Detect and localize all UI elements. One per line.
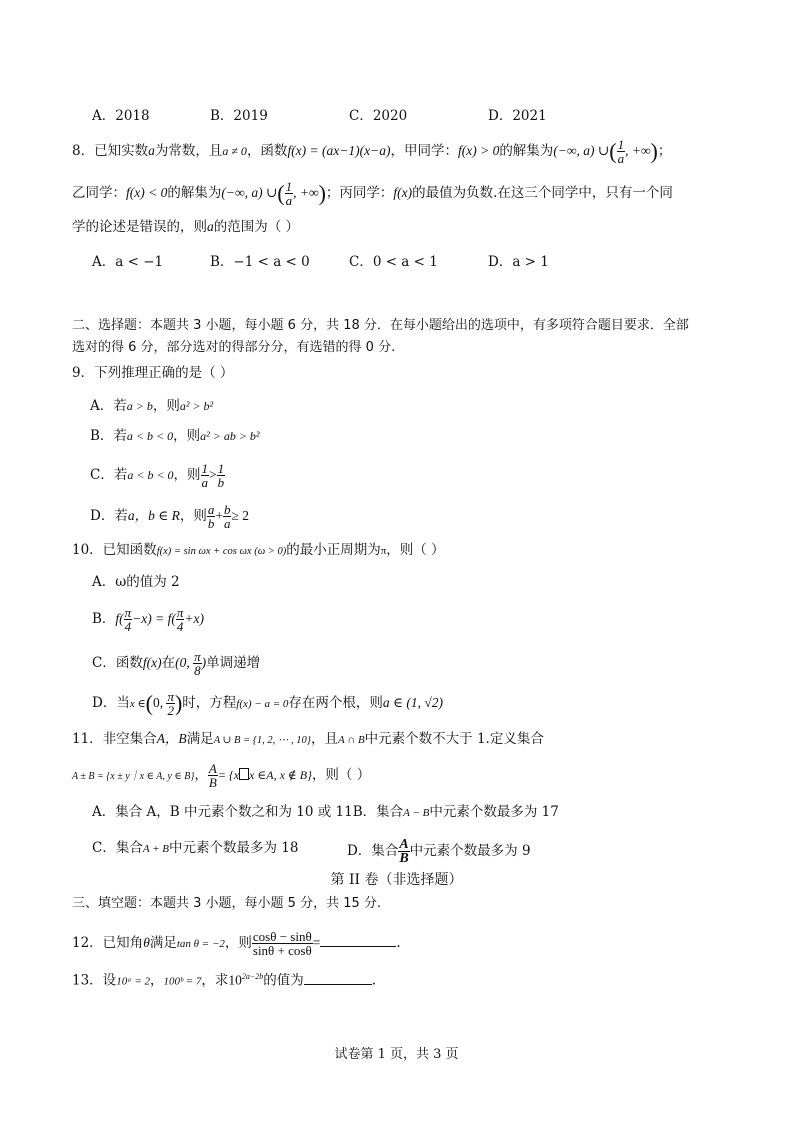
q10-func: f(x) = sin ωx + cos ωx (ω > 0) xyxy=(156,546,287,557)
q11-sets: A，B xyxy=(156,731,187,746)
q8-text: ； xyxy=(657,143,672,159)
q9-option-b[interactable] xyxy=(90,426,260,446)
q8-text: ，甲同学： xyxy=(390,143,458,159)
q8-func-2: f(x) xyxy=(393,185,413,200)
q8-text: 为常数，且 xyxy=(154,143,223,159)
q8-option-c[interactable]: C．0 < a < 1 xyxy=(349,254,438,270)
q8-line3 xyxy=(72,217,299,237)
q10-d-text: 存在两个根，则 xyxy=(288,695,383,711)
q8-text: 的解集为 xyxy=(499,143,554,159)
q8-set-1: (−∞, a) ∪ xyxy=(553,143,610,158)
q12-denominator: sinθ + cosθ xyxy=(252,943,312,958)
q9-d-result: ≥ 2 xyxy=(231,508,249,523)
q10-text: 的最小正周期为 xyxy=(286,542,381,558)
q9-stem: 9．下列推理正确的是（ ） xyxy=(72,365,234,381)
q13-text: ， xyxy=(150,972,164,989)
q11-c-text: 中元素个数最多为 18 xyxy=(169,840,299,856)
section2-heading-line1: 二、选择题：本题共 3 小题，每小题 6 分，共 18 分．在每小题给出的选项中，有多项符合题目要求．全部 xyxy=(72,318,689,333)
q8-cond: a ≠ 0 xyxy=(222,144,247,158)
q11-def-div: = {x xyxy=(217,768,240,782)
q9-d-cond: a，b ∈ R xyxy=(127,508,180,523)
q11-b-set: A − B xyxy=(403,807,430,819)
section3-heading: 三、填空题：本题共 3 小题，每小题 5 分，共 15 分. xyxy=(72,896,382,911)
q8-set-2: (−∞, a) ∪ xyxy=(221,185,278,200)
q9-option-d[interactable]: D．若a，b ∈ R，则 $\frac{a}{b}$ + $\frac{b}{a}$ ≥ 2 xyxy=(90,502,249,531)
missing-glyph-box-icon xyxy=(239,768,249,780)
q11-line1 xyxy=(72,729,544,751)
q11-def-pm: A ± B = {x ± y｜x ∈ A, y ∈ B} xyxy=(72,771,195,782)
q8-text: 的范围为（ ） xyxy=(213,219,300,235)
q8-prefix: 8．已知实数 xyxy=(72,143,149,159)
q9-option-a[interactable] xyxy=(90,396,213,416)
q10-c-text: 单调递增 xyxy=(206,655,261,671)
q12-theta: θ xyxy=(143,935,150,950)
q7-option-d[interactable]: D．2021 xyxy=(488,108,547,124)
q12 xyxy=(72,930,401,957)
q10-d-result: a ∈ (1, √2) xyxy=(382,695,444,710)
q8-text: 乙同学： xyxy=(72,185,126,201)
q9-a-cond: a > b xyxy=(126,399,153,413)
q11-c-set: A + B xyxy=(142,843,170,855)
q8-line1: 8．已知实数a为常数，且a ≠ 0，函数f(x) = (ax−1)(x−a)，甲同学：f(x) > 0的解集为(−∞, a) ∪( $\frac{1}{a}$ , +∞)； xyxy=(72,137,672,166)
q11-b-text: 中元素个数最多为 17 xyxy=(429,804,559,820)
q13-text: . xyxy=(371,972,377,989)
q11-option-ab[interactable] xyxy=(92,802,559,823)
q8-var-a: a xyxy=(148,143,155,158)
q8-text: ，函数 xyxy=(246,143,288,159)
q10-option-a[interactable]: A．ω的值为 2 xyxy=(92,574,180,590)
q8-text: ；丙同学： xyxy=(325,185,394,201)
q13-answer-blank[interactable] xyxy=(304,972,372,985)
q11-option-c[interactable] xyxy=(92,838,299,859)
q10-text: ，则（ ） xyxy=(386,542,445,558)
q10-option-c[interactable]: C．函数f(x)在(0, $\frac{\pi}{8}$ )单调递增 xyxy=(92,649,261,678)
q11-inter: A ∩ B xyxy=(337,734,365,746)
q9-option-c[interactable]: C．若a < b < 0，则 $\frac{1}{a}$ > $\frac{1}{b}$ xyxy=(90,461,225,490)
q11-a-text: A．集合 A，B 中元素个数之和为 10 或 11B．集合 xyxy=(92,804,404,820)
q13-text: 的值为 xyxy=(263,972,304,989)
q10-b-label: B． xyxy=(92,611,116,627)
q12-text: 满足 xyxy=(149,935,177,951)
q8-option-b[interactable]: B．−1 < a < 0 xyxy=(210,254,310,270)
q10-d-eq: f(x) − a = 0 xyxy=(236,698,289,710)
q10-option-d[interactable]: D．当x ∈(0, $\frac{\pi}{2}$ )时，方程f(x) − a = 0存在两个根，则a ∈ (1, √2) xyxy=(92,689,444,718)
q8-option-a[interactable]: A．a < −1 xyxy=(92,254,164,270)
q11-union: A ∪ B = {1, 2, ⋯ , 10} xyxy=(213,735,311,746)
q10-d-label: D．当 xyxy=(92,695,130,711)
q11-text: 中元素个数不大于 1.定义集合 xyxy=(364,731,544,747)
q9-c-text: ，则 xyxy=(173,467,201,483)
q8-line2: 乙同学：f(x) < 0的解集为(−∞, a) ∪( $\frac{1}{a}$ , +∞)；丙同学：f(x)的最值为负数.在这三个同学中，只有一个同 xyxy=(72,179,673,208)
q8-option-d[interactable]: D．a > 1 xyxy=(488,254,549,270)
q10-period: π xyxy=(380,545,387,557)
q12-numerator: cosθ − sinθ xyxy=(252,929,312,944)
q10-c-func: f(x) xyxy=(142,655,162,670)
q12-text: . xyxy=(396,935,401,951)
q10-c-label: C．函数 xyxy=(92,655,143,671)
part2-title: 第 II 卷（非选择题） xyxy=(330,872,463,888)
q11-text: ，且 xyxy=(310,731,338,747)
q10-d-x: x ∈ xyxy=(129,698,146,710)
q9-a-result: a² > b² xyxy=(179,399,214,413)
q11-d-text: 中元素个数最多为 9 xyxy=(409,843,531,859)
q7-option-b[interactable]: B．2019 xyxy=(210,108,268,124)
q8-ineq-2: f(x) < 0 xyxy=(126,185,168,200)
q11-option-d[interactable]: D．集合 $\frac{A}{B}$ 中元素个数最多为 9 xyxy=(347,837,531,866)
q8-var-a: a xyxy=(207,219,214,234)
q12-answer-blank[interactable] xyxy=(320,934,396,947)
q13 xyxy=(72,967,376,992)
q7-option-c[interactable]: C．2020 xyxy=(349,108,408,124)
q13-cond-1: 10ᵃ = 2 xyxy=(116,975,150,988)
q13-expr-base: 10 xyxy=(228,972,242,988)
q8-func: f(x) = (ax−1)(x−a) xyxy=(287,143,391,158)
q12-cond: tan θ = −2 xyxy=(176,938,225,950)
q10-c-text: 在 xyxy=(161,655,176,671)
q13-cond-2: 100ᵇ = 7 xyxy=(163,975,202,988)
q9-c-label: C．若 xyxy=(90,467,128,483)
q9-d-label: D．若 xyxy=(90,508,128,524)
q9-b-result: a² > ab > b² xyxy=(200,429,260,443)
q8-text: 的最值为负数.在这三个同学中，只有一个同 xyxy=(412,185,673,201)
q9-c-cond: a < b < 0 xyxy=(127,468,174,482)
q13-expr-exp: 2a−2b xyxy=(241,972,264,981)
q9-d-text: ，则 xyxy=(179,508,207,524)
q11-text: ，则（ ） xyxy=(311,767,371,783)
q9-b-text: ，则 xyxy=(173,428,201,444)
q11-c-label: C．集合 xyxy=(92,840,143,856)
q11-text: ， xyxy=(194,767,208,783)
q10-option-b[interactable]: B．f( $\frac{\pi}{4}$ −x) = f( $\frac{\pi}{4}$ +x) xyxy=(92,605,205,634)
q8-ineq-1: f(x) > 0 xyxy=(457,143,500,158)
q12-eq: = xyxy=(312,935,321,950)
q12-text: 12．已知角 xyxy=(72,935,144,951)
q12-text: ，则 xyxy=(224,935,252,951)
q9-b-label: B．若 xyxy=(90,428,127,444)
q8-text: 学的论述是错误的，则 xyxy=(72,219,207,235)
q11-def-div: x ∈A, x ∉ B} xyxy=(249,768,312,782)
q9-b-cond: a < b < 0 xyxy=(126,429,174,443)
q10-d-text: 时，方程 xyxy=(182,695,237,711)
q10-stem xyxy=(72,540,445,562)
q11-d-label: D．集合 xyxy=(347,843,399,859)
page-footer: 试卷第 1 页，共 3 页 xyxy=(334,1047,459,1062)
q8-text: 的解集为 xyxy=(167,185,222,201)
q11-line2: A ± B = {x ± y｜x ∈ A, y ∈ B}， $\frac{A}{B}$ = {x x ∈A, x ∉ B}，则（ ） xyxy=(72,761,371,790)
section2-heading-line2: 选对的得 6 分，部分选对的得部分分，有选错的得 0 分. xyxy=(72,340,396,355)
q10-text: 10．已知函数 xyxy=(72,542,157,558)
q9-a-label: A．若 xyxy=(90,398,127,414)
q7-option-a[interactable]: A．2018 xyxy=(92,108,150,124)
q11-text: 满足 xyxy=(186,731,214,747)
q13-text: ，求 xyxy=(201,972,229,989)
q11-text: 11．非空集合 xyxy=(72,731,157,747)
q13-text: 13．设 xyxy=(72,972,117,989)
q9-a-text: ，则 xyxy=(152,398,180,414)
